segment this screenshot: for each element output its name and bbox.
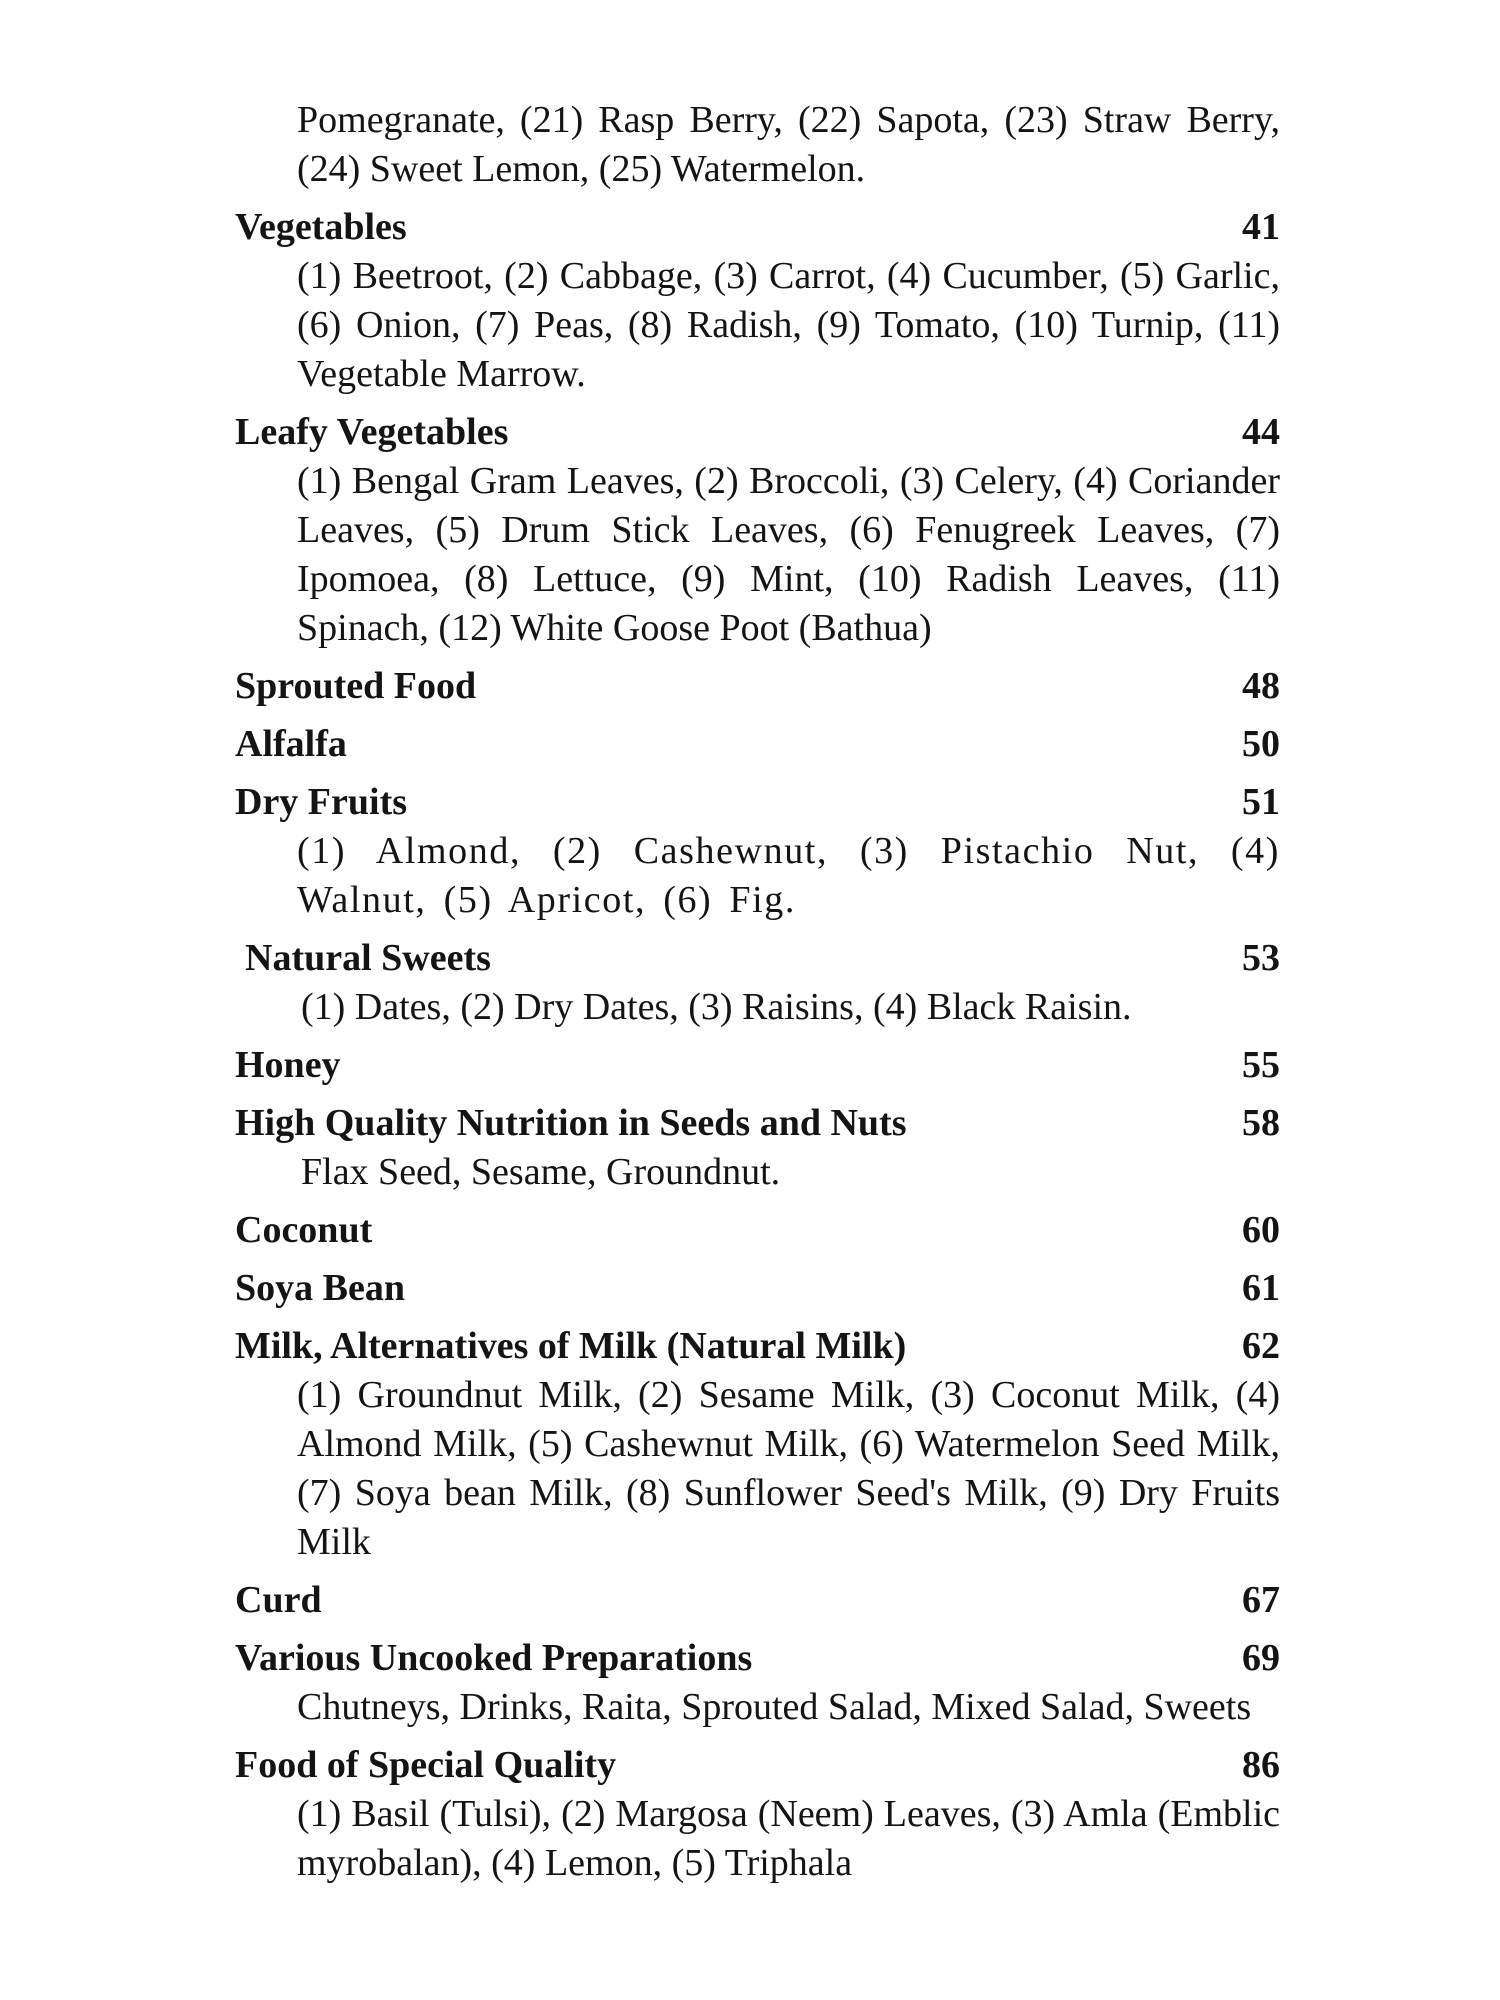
entry-heading <box>235 407 1280 457</box>
entry-page-number: 44 <box>1242 411 1280 453</box>
entry-page-number: 58 <box>1242 1102 1280 1144</box>
entry-heading <box>235 1263 1280 1313</box>
entry-heading <box>235 661 1280 711</box>
entry-title: Vegetables <box>235 206 407 248</box>
entry-description: (1) Dates, (2) Dry Dates, (3) Raisins, (4) Black Raisin. <box>301 986 1132 1028</box>
toc-entry-alfalfa <box>235 719 1280 769</box>
entry-page-number: 51 <box>1242 781 1280 823</box>
entry-description: (1) Groundnut Milk, (2) Sesame Milk, (3) Coconut Milk, (4) Almond Milk, (5) Cashewnut Milk, (6) Watermelon Seed Milk, (7) Soya bean Milk, (8) Sunflower Seed's Milk, (9) Dry Fruits Milk <box>297 1374 1280 1563</box>
entry-heading <box>235 1321 1280 1371</box>
entry-heading <box>235 202 1280 252</box>
entry-description: Chutneys, Drinks, Raita, Sprouted Salad, Mixed Salad, Sweets <box>297 1686 1252 1728</box>
entry-heading <box>235 1205 1280 1255</box>
entry-page-number: 86 <box>1242 1744 1280 1786</box>
entry-title: Coconut <box>235 1209 373 1251</box>
entry-title: High Quality Nutrition in Seeds and Nuts <box>235 1102 907 1144</box>
entry-heading <box>235 777 1280 827</box>
entry-title: Curd <box>235 1579 322 1621</box>
toc-entry-dry-fruits <box>235 777 1280 925</box>
entry-heading <box>235 1633 1280 1683</box>
toc-entry-curd <box>235 1575 1280 1625</box>
entry-title: Soya Bean <box>235 1267 405 1309</box>
entry-description: (1) Almond, (2) Cashewnut, (3) Pistachio Nut, (4) Walnut, (5) Apricot, (6) Fig. <box>297 830 1280 921</box>
toc-entry-uncooked-preparations <box>235 1633 1280 1732</box>
entry-page-number: 69 <box>1242 1637 1280 1679</box>
entry-title: Milk, Alternatives of Milk (Natural Milk) <box>235 1325 907 1367</box>
entry-heading <box>235 933 1280 983</box>
toc-entry-milk-alternatives <box>235 1321 1280 1567</box>
toc-entry-honey <box>235 1040 1280 1090</box>
toc-entry-soya-bean <box>235 1263 1280 1313</box>
toc-entry-sprouted-food <box>235 661 1280 711</box>
entry-page-number: 53 <box>1242 937 1280 979</box>
entry-heading <box>235 1040 1280 1090</box>
entry-page-number: 62 <box>1242 1325 1280 1367</box>
entry-page-number: 67 <box>1242 1579 1280 1621</box>
entry-heading <box>235 1098 1280 1148</box>
entry-description: (1) Basil (Tulsi), (2) Margosa (Neem) Leaves, (3) Amla (Emblic myrobalan), (4) Lemon, (5) Triphala <box>297 1793 1280 1884</box>
entry-page-number: 60 <box>1242 1209 1280 1251</box>
entry-page-number: 61 <box>1242 1267 1280 1309</box>
entry-title: Natural Sweets <box>245 937 491 979</box>
entry-page-number: 48 <box>1242 665 1280 707</box>
entry-title: Alfalfa <box>235 723 347 765</box>
entry-title: Leafy Vegetables <box>235 411 509 453</box>
toc-entry-natural-sweets <box>235 933 1280 1032</box>
toc-entry-coconut <box>235 1205 1280 1255</box>
entry-title: Honey <box>235 1044 341 1086</box>
entry-title: Sprouted Food <box>235 665 477 707</box>
entry-heading <box>235 719 1280 769</box>
entry-heading <box>235 1575 1280 1625</box>
toc-entry-leafy-vegetables <box>235 407 1280 653</box>
toc-entry-food-of-special-quality <box>235 1740 1280 1888</box>
entry-description: (1) Bengal Gram Leaves, (2) Broccoli, (3) Celery, (4) Coriander Leaves, (5) Drum Stick Leaves, (6) Fenugreek Leaves, (7) Ipomoea, (8) Lettuce, (9) Mint, (10) Radish Leaves, (11) Spinach, (12) White Goose Poot (Bathua) <box>297 460 1280 649</box>
toc-entry-vegetables <box>235 202 1280 399</box>
entry-page-number: 55 <box>1242 1044 1280 1086</box>
entry-page-number: 50 <box>1242 723 1280 765</box>
entry-title: Various Uncooked Preparations <box>235 1637 753 1679</box>
entry-title: Food of Special Quality <box>235 1744 617 1786</box>
entry-page-number: 41 <box>1242 206 1280 248</box>
toc-entry-seeds-and-nuts <box>235 1098 1280 1197</box>
entry-heading <box>235 1740 1280 1790</box>
entry-title: Dry Fruits <box>235 781 408 823</box>
continued-description: Pomegranate, (21) Rasp Berry, (22) Sapota, (23) Straw Berry, (24) Sweet Lemon, (25) Watermelon. <box>297 99 1280 190</box>
table-of-contents-page <box>235 96 1280 1896</box>
entry-description: (1) Beetroot, (2) Cabbage, (3) Carrot, (4) Cucumber, (5) Garlic, (6) Onion, (7) Peas, (8) Radish, (9) Tomato, (10) Turnip, (11) Vegetable Marrow. <box>297 255 1280 395</box>
entry-description: Flax Seed, Sesame, Groundnut. <box>301 1151 781 1193</box>
